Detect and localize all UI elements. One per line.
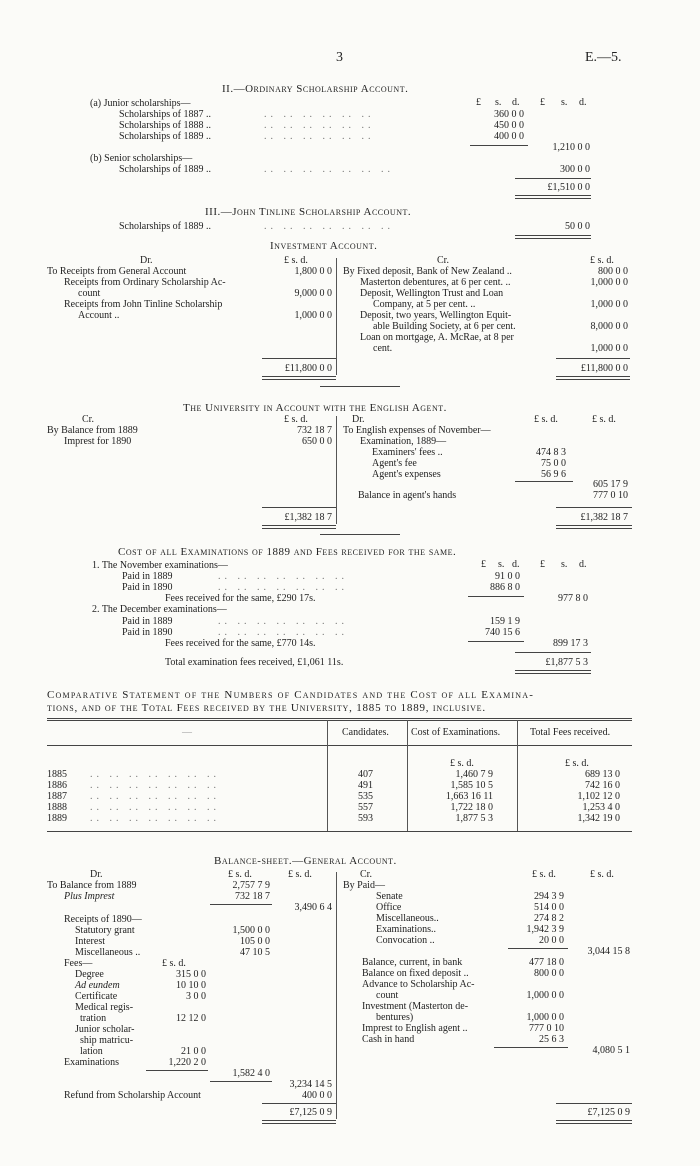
balance-fee-row: Certificate (75, 991, 118, 1002)
balance-fee-amount: 21 0 0 (181, 1046, 206, 1057)
agent-right-head: To English expenses of November— (343, 425, 491, 436)
agent-title: The University in Account with the English Agent. (183, 402, 447, 414)
investment-left-row: Account .. (78, 310, 120, 321)
investment-left-total: £11,800 0 0 (284, 363, 332, 374)
cost-col-s2: s. (561, 559, 568, 570)
comparative-fees: 1,253 4 0 (582, 802, 620, 813)
comparative-fees: 742 16 0 (585, 780, 620, 791)
comparative-header-blank: — (182, 727, 192, 738)
balance-other-amount: 1,000 0 0 (526, 1012, 564, 1023)
investment-right-amount: 8,000 0 0 (590, 321, 628, 332)
comparative-cost: 1,460 7 9 (455, 769, 493, 780)
balance-right-total: £7,125 0 9 (587, 1107, 630, 1118)
balance-fees-total: 1,582 4 0 (232, 1068, 270, 1079)
balance-fees-head: £ s. d. (162, 958, 186, 969)
balance-fee-row: Degree (75, 969, 104, 980)
comparative-year: 1885 (47, 769, 67, 780)
investment-left-amount: 1,000 0 0 (294, 310, 332, 321)
comparative-candidates: 491 (358, 780, 373, 791)
investment-lsd-left: £ s. d. (284, 255, 308, 266)
investment-right-amount: 1,000 0 0 (590, 277, 628, 288)
balance-fee-amount: 1,220 2 0 (168, 1057, 206, 1068)
cost-nov-row: Paid in 1890 (122, 582, 173, 593)
ordinary-col-l2: £ (540, 97, 545, 108)
agent-right-item-amount: 56 9 6 (541, 469, 566, 480)
investment-right-row: Loan on mortgage, A. McRae, at 8 per (360, 332, 514, 343)
balance-fee-row: Medical regis- (75, 1002, 134, 1013)
agent-balance-amount: 777 0 10 (593, 490, 628, 501)
comparative-year: 1889 (47, 813, 67, 824)
agent-left-amount: 650 0 0 (302, 436, 332, 447)
cost-col-l2: £ (540, 559, 545, 570)
balance-paid-amount: 514 0 0 (534, 902, 564, 913)
balance-left-total: £7,125 0 9 (289, 1107, 332, 1118)
comparative-cost: 1,877 5 3 (455, 813, 493, 824)
senior-row-label: Scholarships of 1889 .. (119, 164, 211, 175)
comparative-candidates: 407 (358, 769, 373, 780)
agent-right-sub: Examination, 1889— (360, 436, 447, 447)
investment-left-row: To Receipts from General Account (47, 266, 187, 277)
comparative-candidates: 557 (358, 802, 373, 813)
comparative-year: 1888 (47, 802, 67, 813)
balance-lsd-b: £ s. d. (288, 869, 312, 880)
investment-left-amount: 9,000 0 0 (294, 288, 332, 299)
ordinary-col-d2: d. (579, 97, 587, 108)
balance-paid-amount: 274 8 2 (534, 913, 564, 924)
investment-right-row: Deposit, Wellington Trust and Loan (360, 288, 504, 299)
agent-right-total: £1,382 18 7 (580, 512, 628, 523)
balance-dr: Dr. (90, 869, 103, 880)
balance-cr: Cr. (360, 869, 372, 880)
cost-nov-amount: 886 8 0 (490, 582, 520, 593)
investment-right-row: Masterton debentures, at 6 per cent. .. (360, 277, 511, 288)
balance-fee-amount: 3 0 0 (186, 991, 206, 1002)
ordinary-col-l1: £ (476, 97, 481, 108)
investment-left-row: Receipts from Ordinary Scholarship Ac- (64, 277, 226, 288)
balance-left-imprest-label: Plus Imprest (64, 891, 115, 902)
balance-fee-row: Ad eundem (75, 980, 120, 991)
cost-dec-fees: Fees received for the same, £770 14s. (165, 638, 316, 649)
balance-paid-total: 3,044 15 8 (587, 946, 630, 957)
balance-receipt-row: Statutory grant (75, 925, 135, 936)
balance-other-row: Balance on fixed deposit .. (362, 968, 469, 979)
cost-nov-amount: 91 0 0 (495, 571, 520, 582)
investment-left-row: Receipts from John Tinline Scholarship (64, 299, 223, 310)
comparative-candidates: 593 (358, 813, 373, 824)
junior-label: (a) Junior scholarships— (90, 98, 191, 109)
balance-refund-label: Refund from Scholarship Account (64, 1090, 201, 1101)
balance-other-amount: 800 0 0 (534, 968, 564, 979)
senior-label: (b) Senior scholarships— (90, 153, 193, 164)
cost-dec-row: Paid in 1890 (122, 627, 173, 638)
agent-right-item-amount: 75 0 0 (541, 458, 566, 469)
balance-paid-row: Senate (376, 891, 403, 902)
senior-row-amount: 300 0 0 (560, 164, 590, 175)
comparative-cost: 1,585 10 5 (450, 780, 493, 791)
balance-fee-amount: 315 0 0 (176, 969, 206, 980)
balance-fee-row: Examinations (64, 1057, 119, 1068)
tinline-title: III.—John Tinline Scholarship Account. (205, 206, 412, 218)
investment-right-row: Company, at 5 per cent. .. (373, 299, 476, 310)
comparative-lsd-fees: £ s. d. (565, 758, 589, 769)
cost-dec-label: 2. The December examinations— (92, 604, 227, 615)
agent-lsd-right: £ s. d. (592, 414, 616, 425)
investment-right-row: Deposit, two years, Wellington Equit- (360, 310, 512, 321)
balance-fee-amount: 10 10 0 (176, 980, 206, 991)
agent-cr: Cr. (82, 414, 94, 425)
agent-dr: Dr. (352, 414, 365, 425)
comparative-fees: 689 13 0 (585, 769, 620, 780)
ordinary-title: II.—Ordinary Scholarship Account. (222, 83, 409, 95)
balance-other-amount: 777 0 10 (529, 1023, 564, 1034)
investment-cr: Cr. (437, 255, 449, 266)
agent-left-total: £1,382 18 7 (284, 512, 332, 523)
cost-col-d1: d. (512, 559, 520, 570)
comparative-header-candidates: Candidates. (342, 727, 389, 738)
cost-dec-amount: 159 1 9 (490, 616, 520, 627)
balance-receipt-amount: 47 10 5 (240, 947, 270, 958)
junior-row-label: Scholarships of 1889 .. (119, 131, 211, 142)
comparative-year: 1886 (47, 780, 67, 791)
balance-left-bal-label: To Balance from 1889 (47, 880, 137, 891)
comparative-year: 1887 (47, 791, 67, 802)
investment-dr: Dr. (140, 255, 153, 266)
comparative-lsd-cost: £ s. d. (450, 758, 474, 769)
comparative-cost: 1,663 16 11 (445, 791, 493, 802)
balance-paid-row: Miscellaneous.. (376, 913, 439, 924)
investment-right-amount: 1,000 0 0 (590, 299, 628, 310)
balance-paid-label: By Paid— (343, 880, 385, 891)
investment-right-row: By Fixed deposit, Bank of New Zealand .. (343, 266, 512, 277)
ordinary-total: £1,510 0 0 (547, 182, 590, 193)
comparative-fees: 1,342 19 0 (577, 813, 620, 824)
balance-other-row: Cash in hand (362, 1034, 415, 1045)
agent-lsd-mid: £ s. d. (534, 414, 558, 425)
junior-row-amount: 450 0 0 (494, 120, 524, 131)
balance-other-amount: 25 6 3 (539, 1034, 564, 1045)
comparative-header-fees: Total Fees received. (530, 727, 611, 738)
balance-paid-amount: 1,942 3 9 (526, 924, 564, 935)
cost-col-d2: d. (579, 559, 587, 570)
investment-right-row: cent. (373, 343, 393, 354)
cost-col-s1: s. (498, 559, 505, 570)
balance-lsd-a: £ s. d. (228, 869, 252, 880)
balance-paid-row: Convocation .. (376, 935, 435, 946)
balance-fee-row: tration (80, 1013, 107, 1024)
balance-others-total: 4,080 5 1 (592, 1045, 630, 1056)
junior-row-amount: 360 0 0 (494, 109, 524, 120)
balance-refund-amount: 400 0 0 (302, 1090, 332, 1101)
balance-left-imprest-amount: 732 18 7 (235, 891, 270, 902)
balance-fee-row: Junior scholar- (75, 1024, 135, 1035)
cost-col-l1: £ (481, 559, 486, 570)
balance-paid-row: Examinations.. (376, 924, 436, 935)
agent-left-row: By Balance from 1889 (47, 425, 138, 436)
cost-grand-total: £1,877 5 3 (545, 657, 588, 668)
comparative-title-1: Comparative Statement of the Numbers of Candidates and the Cost of all Examina- (47, 689, 535, 701)
ordinary-col-d1: d. (512, 97, 520, 108)
balance-lsd-d: £ s. d. (590, 869, 614, 880)
balance-other-row: Balance, current, in bank (362, 957, 463, 968)
investment-right-total: £11,800 0 0 (580, 363, 628, 374)
balance-receipt-row: Miscellaneous .. (75, 947, 141, 958)
cost-nov-fees: Fees received for the same, £290 17s. (165, 593, 316, 604)
balance-left-bal-amount: 2,757 7 9 (232, 880, 270, 891)
balance-other-row: Advance to Scholarship Ac- (362, 979, 475, 990)
balance-other-row: Investment (Masterton de- (362, 1001, 469, 1012)
cost-total-fees: Total examination fees received, £1,061 11s. (165, 657, 344, 668)
balance-other-row: count (376, 990, 399, 1001)
balance-fee-row: ship matricu- (80, 1035, 134, 1046)
cost-dec-amount: 740 15 6 (485, 627, 520, 638)
agent-left-amount: 732 18 7 (297, 425, 332, 436)
junior-total: 1,210 0 0 (552, 142, 590, 153)
cost-dec-row: Paid in 1889 (122, 616, 173, 627)
balance-other-row: bentures) (376, 1012, 414, 1023)
cost-dec-total: 899 17 3 (553, 638, 588, 649)
cost-nov-label: 1. The November examinations— (92, 560, 228, 571)
comparative-title-2: tions, and of the Total Fees received by the University, 1885 to 1889, inclusive. (47, 702, 486, 714)
balance-receipt-amount: 1,500 0 0 (232, 925, 270, 936)
balance-fee-row: lation (80, 1046, 103, 1057)
cost-nov-total: 977 8 0 (558, 593, 588, 604)
balance-fee-amount: 12 12 0 (176, 1013, 206, 1024)
investment-right-amount: 1,000 0 0 (590, 343, 628, 354)
page-number: 3 (336, 50, 343, 65)
agent-subtotal: 605 17 9 (593, 479, 628, 490)
comparative-header-cost: Cost of Examinations. (411, 727, 501, 738)
investment-right-row: able Building Society, at 6 per cent. (373, 321, 516, 332)
agent-right-item: Examiners' fees .. (372, 447, 443, 458)
balance-paid-row: Office (376, 902, 402, 913)
document-page: 3 E.—5. II.—Ordinary Scholarship Account. £ s. d. £ s. d. (a) Junior scholarships— Scholarships of 1887 .. .. .. .. .. .. .. 360 0 0 Scholarships of 1888 .. .. .. .. .. .. .. 450 0 0 Scholarships of 1889 .. .. .. .. .. .. .. 400 0 0 1,210 0 0 (b) Senior scholarships— Scholarships of 1889 .. .. .. .. .. .. .. .. 300 0 0 £1,510 0 0 III.—John Tinline Scholarship Account. Scholarships of 1889 .. .. .. .. .. .. .. .. 50 0 0 Investment Account. Dr. £ s. d. Cr. £ s. d. To Receipts from General Account 1,800 0 0 Receipts from Ordinary Scholarship Ac- count 9,000 0 0 Receipts from John Tinline Scholarship Account .. 1,000 0 0 By Fixed deposit, Bank of New Zealand .. 800 0 0 Masterton debentures, at 6 per cent. .. 1,000 0 0 Deposit, Wellington Trust and Loan Company, at 5 per cent. .. 1,000 0 0 Deposit, two years, Wellington Equit- able Building Society, at 6 per cent. 8,000 0 0 Loan on mortgage, A. McRae, at 8 per cent. 1,000 0 0 £11,800 0 0 £11,800 0 0 The University in Account with the English Agent. Cr. £ s. d. Dr. £ s. d. £ s. d. By Balance from 1889 732 18 7 Imprest for 1890 650 0 0 To English expenses of November— Examination, 1889— Examiners' fees .. 474 8 3 Agent's fee 75 0 0 Agent's expenses 56 9 6 605 17 9 Balance in agent's hands 777 0 10 £1,382 18 7 £1,382 18 7 Cost of all Examinations of 1889 and Fees received for the same. £ s. d. £ s. d. 1. The November examinations— Paid in 1889 .. .. .. .. .. .. .. 91 0 0 Paid in 1890 .. .. .. .. .. .. .. 886 8 0 Fees received for the same, £290 17s. 977 8 0 2. The December examinations— Paid in 1889 .. .. .. .. .. .. .. 159 1 9 Paid in 1890 .. .. .. .. .. .. .. 740 15 6 Fees received for the same, £770 14s. 899 17 3 Total examination fees received, £1,061 11s. £1,877 5 3 Comparative Statement of the Numbers of Candidates and the Cost of all Examina- tions, and of the Total Fees received by the University, 1885 to 1889, inclusive. — Candidates. Cost of Examinations. Total Fees received. £ s. d. £ s. d. 1885 .. .. .. .. .. .. .. 407 1,460 7 9 689 13 0 1886 .. .. .. .. .. .. .. 491 1,585 10 5 742 16 0 1887 .. .. .. .. .. .. .. 535 1,663 16 11 1,102 12 0 1888 .. .. .. .. .. .. .. 557 1,722 18 0 1,253 4 0 1889 .. .. .. .. .. .. .. 593 1,877 5 3 1,342 19 0 Balance-sheet.—General Account. Dr. £ s. d. £ s. d. Cr. £ s. d. £ s. d. To Balance from 1889 2,757 7 9 Plus Imprest 732 18 7 3,490 6 4 Receipts of 1890— Statutory grant 1,500 0 0 Interest 105 0 0 Miscellaneous .. 47 10 5 Fees— £ s. d. Degree 315 0 0 Ad eundem 10 10 0 Certificate 3 0 0 Medical regis- tration 12 12 0 Junior scholar- ship matricu- lation 21 0 0 Examinations 1,220 2 0 1,582 4 0 3,234 14 5 Refund from Scholarship Account 400 0 0 £7,125 0 9 By Paid— Senate 294 3 9 Office 514 0 0 Miscellaneous.. 274 8 2 Examinations.. 1,942 3 9 Convocation .. 20 0 0 3,044 15 8 Balance, current, in bank 477 18 0 Balance on fixed deposit .. 800 0 0 Advance to Scholarship Ac- count 1,000 0 0 Investment (Masterton de- bentures) 1,000 0 0 Imprest to English agent .. 777 0 10 Cash in hand 25 6 3 4,080 5 1 £7,125 0 9 (0, 0, 700, 1166)
tinline-row-label: Scholarships of 1889 .. (119, 221, 211, 232)
balance-lsd-c: £ s. d. (532, 869, 556, 880)
investment-lsd-right: £ s. d. (590, 255, 614, 266)
junior-row-label: Scholarships of 1887 .. (119, 109, 211, 120)
investment-left-row: count (78, 288, 101, 299)
cost-title: Cost of all Examinations of 1889 and Fees received for the same. (118, 546, 457, 558)
agent-left-row: Imprest for 1890 (64, 436, 132, 447)
investment-left-amount: 1,800 0 0 (294, 266, 332, 277)
agent-right-item: Agent's fee (372, 458, 417, 469)
balance-receipt-amount: 105 0 0 (240, 936, 270, 947)
comparative-candidates: 535 (358, 791, 373, 802)
balance-other-amount: 1,000 0 0 (526, 990, 564, 1001)
agent-lsd-left: £ s. d. (284, 414, 308, 425)
balance-paid-amount: 20 0 0 (539, 935, 564, 946)
agent-right-item-amount: 474 8 3 (536, 447, 566, 458)
tinline-amount: 50 0 0 (565, 221, 590, 232)
balance-title: Balance-sheet.—General Account. (214, 855, 397, 867)
comparative-fees: 1,102 12 0 (577, 791, 620, 802)
balance-fees-label: Fees— (64, 958, 93, 969)
balance-left-first-total: 3,490 6 4 (294, 902, 332, 913)
balance-other-amount: 477 18 0 (529, 957, 564, 968)
balance-paid-amount: 294 3 9 (534, 891, 564, 902)
agent-balance-label: Balance in agent's hands (358, 490, 457, 501)
junior-row-label: Scholarships of 1888 .. (119, 120, 211, 131)
ordinary-col-s2: s. (561, 97, 568, 108)
page-reference: E.—5. (585, 50, 622, 65)
investment-right-amount: 800 0 0 (598, 266, 628, 277)
ordinary-col-s1: s. (495, 97, 502, 108)
balance-receipts-total: 3,234 14 5 (289, 1079, 332, 1090)
cost-nov-row: Paid in 1889 (122, 571, 173, 582)
agent-right-item: Agent's expenses (372, 469, 441, 480)
comparative-cost: 1,722 18 0 (450, 802, 493, 813)
investment-title: Investment Account. (270, 240, 378, 252)
junior-row-amount: 400 0 0 (494, 131, 524, 142)
balance-other-row: Imprest to English agent .. (362, 1023, 468, 1034)
balance-receipt-row: Interest (75, 936, 105, 947)
balance-receipts-label: Receipts of 1890— (64, 914, 142, 925)
